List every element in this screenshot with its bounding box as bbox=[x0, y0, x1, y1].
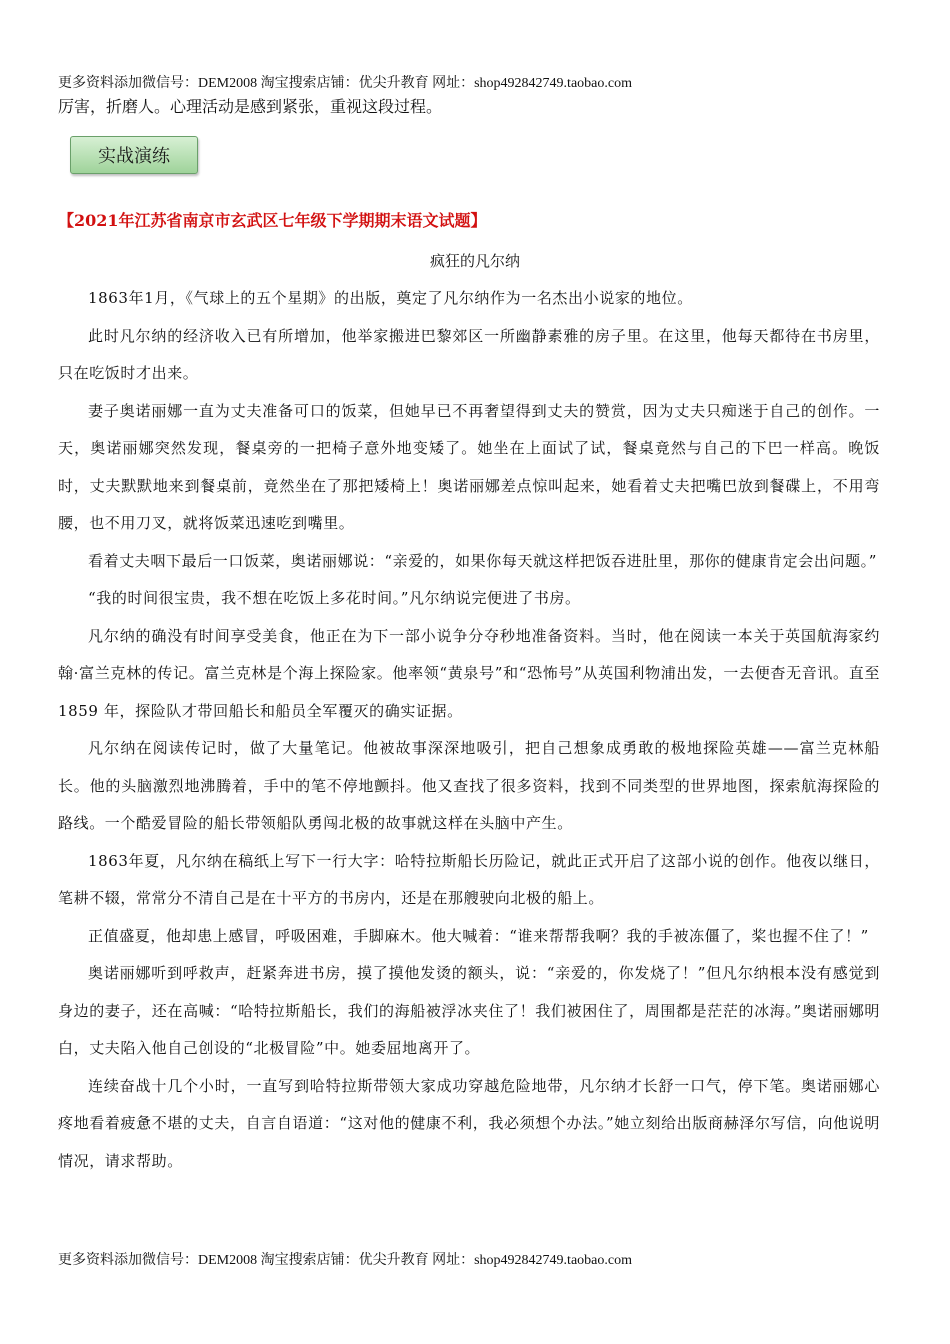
page-header-promo: 更多资料添加微信号：DEM2008 淘宝搜索店铺：优尖升教育 网址：shop492842749.taobao.com bbox=[58, 76, 632, 91]
article-title: 疯狂的凡尔纳 bbox=[429, 252, 520, 270]
article-paragraph: 连续奋战十几个小时，一直写到哈特拉斯带领大家成功穿越危险地带，凡尔纳才长舒一口气，停下笔。奥诺丽娜心疼地看着疲惫不堪的丈夫，自言自语道：“这对他的健康不利，我必须想个办法。”她立刻给出版商赫泽尔写信，向他说明情况，请求帮助。 bbox=[58, 1076, 880, 1170]
article-paragraph: 1863年1月，《气球上的五个星期》的出版，奠定了凡尔纳作为一名杰出小说家的地位。 bbox=[88, 289, 693, 307]
article-paragraph: 奥诺丽娜听到呼救声，赶紧奔进书房，摸了摸他发烫的额头，说：“亲爱的，你发烧了！”但凡尔纳根本没有感觉到身边的妻子，还在高喊：“哈特拉斯船长，我们的海船被浮冰夹住了！我们被困住了，周围都是茫茫的冰海。”奥诺丽娜明白，丈夫陷入他自己创设的“北极冒险”中。她委屈地离开了。 bbox=[58, 964, 880, 1057]
article-paragraph: 凡尔纳的确没有时间享受美食，他正在为下一部小说争分夺秒地准备资料。当时，他在阅读一本关于英国航海家约翰·富兰克林的传记。富兰克林是个海上探险家。他率领“黄泉号”和“恐怖号”从英国利物浦出发，一去便杳无音讯。直至 1859 年，探险队才带回船长和船员全军覆灭的确实证据。 bbox=[58, 626, 880, 720]
article-paragraph: 1863年夏，凡尔纳在稿纸上写下一行大字：哈特拉斯船长历险记，就此正式开启了这部小说的创作。他夜以继日，笔耕不辍，常常分不清自己是在十平方的书房内，还是在那艘驶向北极的船上。 bbox=[58, 851, 880, 907]
article-paragraph: 正值盛夏，他却患上感冒，呼吸困难，手脚麻木。他大喊着：“谁来帮帮我啊？我的手被冻僵了，桨也握不住了！” bbox=[88, 926, 869, 945]
exam-source-title: 【2021年江苏省南京市玄武区七年级下学期期末语文试题】 bbox=[58, 211, 487, 230]
article-paragraph: “我的时间很宝贵，我不想在吃饭上多花时间。”凡尔纳说完便进了书房。 bbox=[88, 589, 581, 607]
section-label-practice: 实战演练 bbox=[70, 136, 198, 174]
previous-answer-continuation: 厉害，折磨人。心理活动是感到紧张，重视这段过程。 bbox=[58, 97, 443, 116]
article-paragraph: 妻子奥诺丽娜一直为丈夫准备可口的饭菜，但她早已不再奢望得到丈夫的赞赏，因为丈夫只痴迷于自己的创作。一天，奥诺丽娜突然发现，餐桌旁的一把椅子意外地变矮了。她坐在上面试了试，餐桌竟然与自己的下巴一样高。晚饭时，丈夫默默地来到餐桌前，竟然坐在了那把矮椅上！奥诺丽娜差点惊叫起来，她看着丈夫把嘴巴放到餐碟上，不用弯腰，也不用刀叉，就将饭菜迅速吃到嘴里。 bbox=[58, 401, 880, 532]
page-footer-promo: 更多资料添加微信号：DEM2008 淘宝搜索店铺：优尖升教育 网址：shop492842749.taobao.com bbox=[58, 1253, 632, 1268]
article-paragraph: 看着丈夫咽下最后一口饭菜，奥诺丽娜说：“亲爱的，如果你每天就这样把饭吞进肚里，那你的健康肯定会出问题。” bbox=[88, 551, 878, 570]
article-paragraph: 此时凡尔纳的经济收入已有所增加，他举家搬进巴黎郊区一所幽静素雅的房子里。在这里，他每天都待在书房里，只在吃饭时才出来。 bbox=[58, 326, 880, 382]
article-body bbox=[58, 280, 880, 1180]
article-paragraph: 凡尔纳在阅读传记时，做了大量笔记。他被故事深深地吸引，把自己想象成勇敢的极地探险英雄——富兰克林船长。他的头脑激烈地沸腾着，手中的笔不停地颤抖。他又查找了很多资料，找到不同类型的世界地图，探索航海探险的路线。一个酷爱冒险的船长带领船队勇闯北极的故事就这样在头脑中产生。 bbox=[58, 739, 880, 832]
